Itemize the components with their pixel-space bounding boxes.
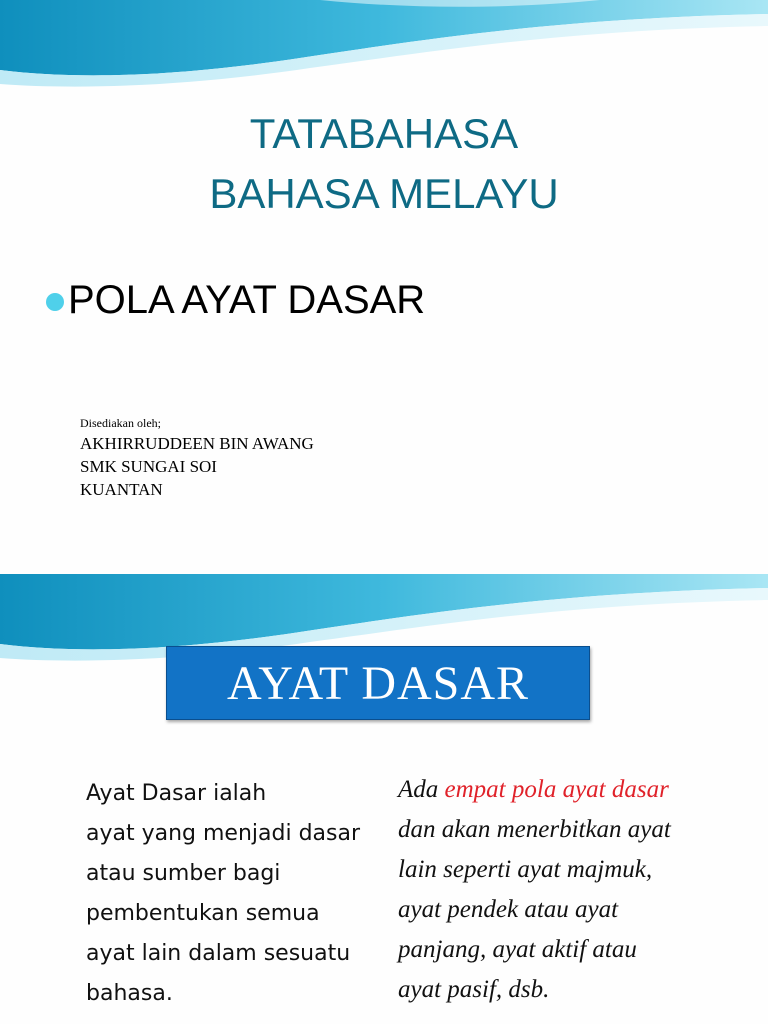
explanation-line: dan akan menerbitkan ayat	[398, 816, 671, 843]
definition-line: atau sumber bagi	[86, 861, 281, 886]
explanation-line: ayat pendek atau ayat	[398, 896, 619, 923]
definition-line: bahasa.	[86, 981, 173, 1006]
explanation-line: panjang, ayat aktif atau	[398, 936, 637, 963]
bullet-text: POLA AYAT DASAR	[68, 278, 426, 322]
author-name: AKHIRRUDDEEN BIN AWANG	[80, 434, 314, 453]
bullet-dot-icon	[46, 293, 64, 311]
title-line-2: BAHASA MELAYU	[209, 170, 559, 217]
school-name: SMK SUNGAI SOI	[80, 457, 217, 476]
explanation-line	[398, 770, 748, 810]
credits-block	[80, 414, 314, 501]
explanation-line: ayat pasif, dsb.	[398, 976, 550, 1003]
presentation-title	[0, 104, 768, 224]
wave-header-decoration	[0, 0, 768, 96]
heading-box: AYAT DASAR	[166, 646, 590, 720]
definition-line: ayat yang menjadi dasar	[86, 821, 361, 846]
explanation-plain: Ada	[398, 776, 445, 803]
definition-line: Ayat Dasar ialah	[86, 781, 267, 806]
explanation-text	[398, 770, 748, 1010]
bullet-item	[46, 276, 425, 324]
prepared-by-label: Disediakan oleh;	[80, 416, 161, 430]
slide-ayat-dasar	[0, 574, 768, 1024]
definition-text	[86, 774, 386, 1014]
highlight-text: empat pola ayat dasar	[444, 776, 669, 803]
location-name: KUANTAN	[80, 480, 163, 499]
explanation-line: lain seperti ayat majmuk,	[398, 856, 653, 883]
definition-line: ayat lain dalam sesuatu	[86, 941, 351, 966]
definition-line: pembentukan semua	[86, 901, 320, 926]
title-line-1: TATABAHASA	[249, 110, 519, 157]
